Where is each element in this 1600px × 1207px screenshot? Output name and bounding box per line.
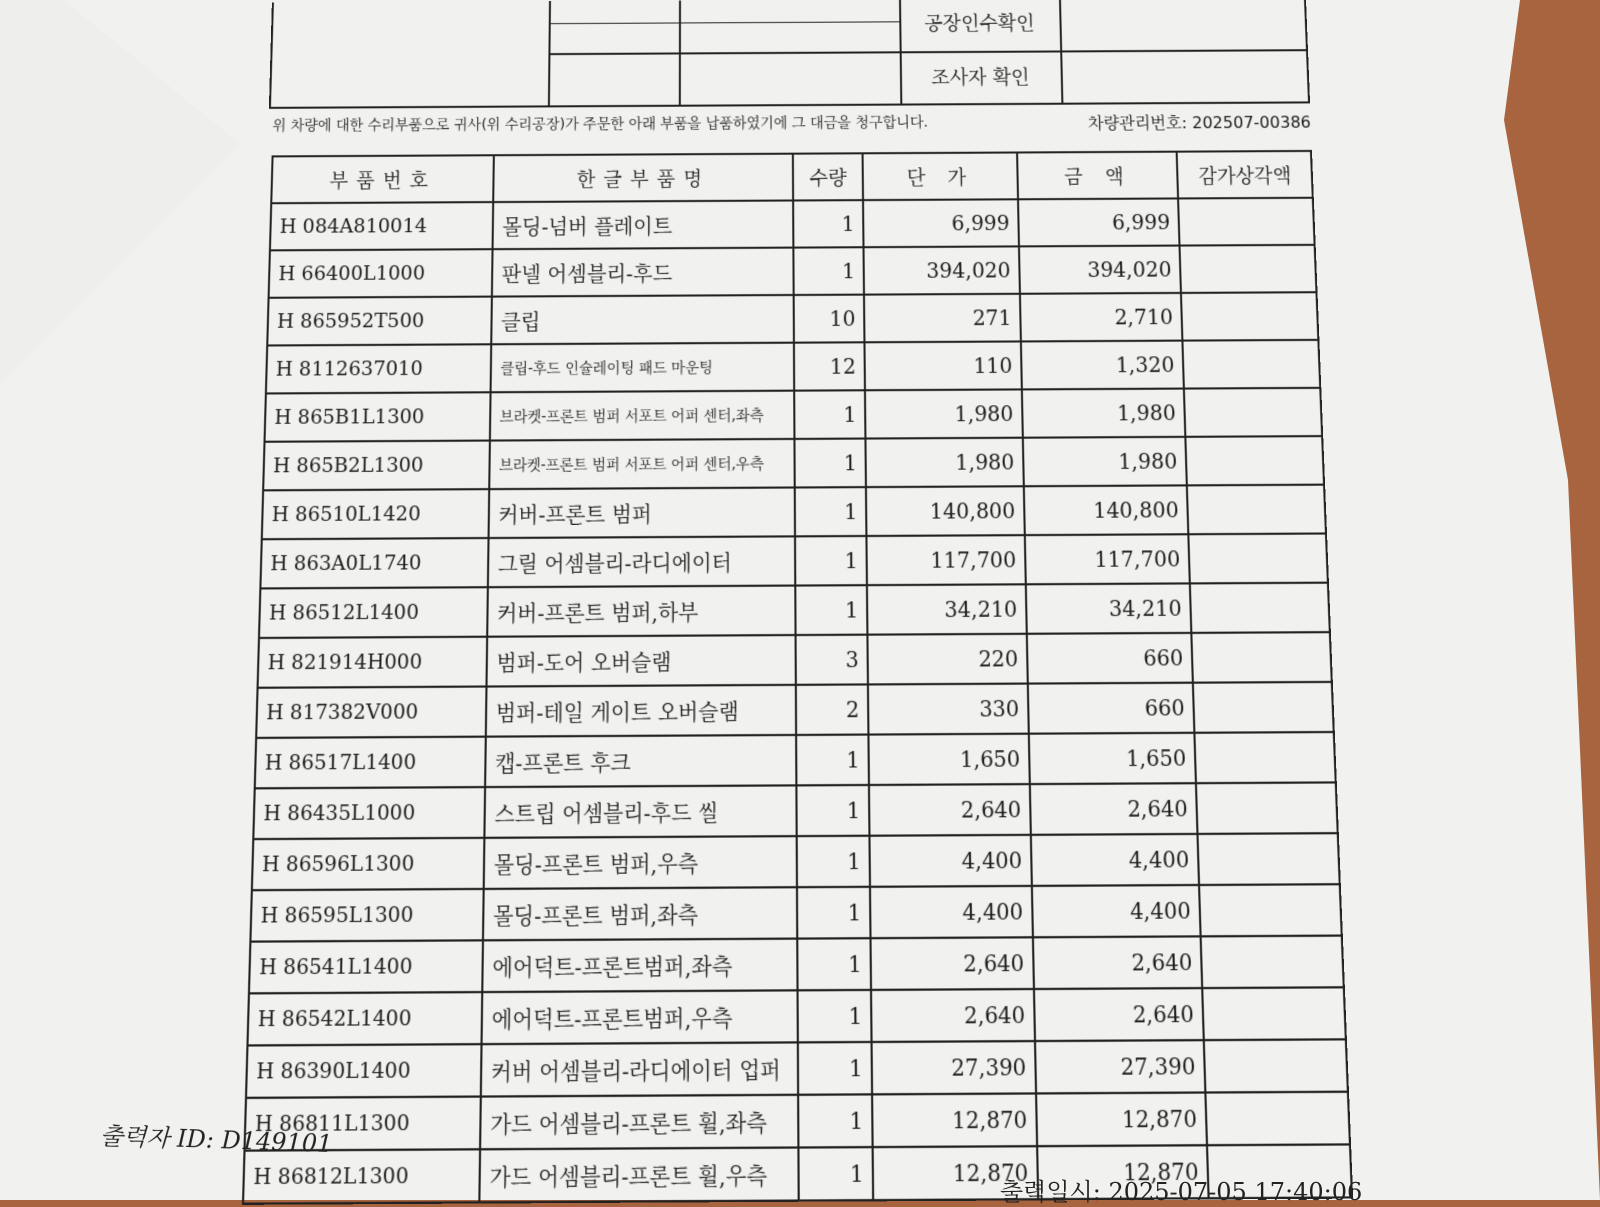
amount-cell: 6,999 <box>1018 198 1180 246</box>
part-number-cell: H 86596L1300 <box>252 838 485 890</box>
table-row <box>262 485 1326 540</box>
amount-cell: 34,210 <box>1026 583 1192 633</box>
col-depreciation: 감가상각액 <box>1177 151 1313 199</box>
table-row <box>246 1039 1348 1098</box>
amount-cell: 660 <box>1028 683 1195 734</box>
depreciation-cell <box>1187 485 1326 535</box>
divider <box>548 49 1306 55</box>
unit-price-cell: 4,400 <box>870 886 1033 938</box>
unit-price-cell: 220 <box>868 634 1028 685</box>
amount-cell: 4,400 <box>1032 885 1201 937</box>
table-row <box>258 632 1332 688</box>
part-name-cell: 캡-프론트 후크 <box>485 735 796 787</box>
table-row <box>270 198 1315 251</box>
unit-price-cell: 6,999 <box>863 199 1019 247</box>
depreciation-cell <box>1190 583 1330 633</box>
unit-price-cell: 1,980 <box>866 438 1024 487</box>
quantity-cell: 1 <box>796 785 869 836</box>
col-amount: 금 액 <box>1017 152 1178 200</box>
part-number-cell: H 817382V000 <box>256 687 487 738</box>
part-number-cell: H 86510L1420 <box>262 489 490 539</box>
unit-price-cell: 34,210 <box>867 584 1027 634</box>
unit-price-cell: 2,640 <box>871 989 1035 1042</box>
amount-cell: 12,870 <box>1037 1145 1209 1199</box>
depreciation-cell <box>1193 682 1333 733</box>
quantity-cell: 1 <box>795 487 867 536</box>
part-name-cell: 에어덕트-프론트범퍼,우측 <box>482 990 798 1044</box>
unit-price-cell: 117,700 <box>867 535 1026 585</box>
table-row <box>259 583 1330 638</box>
part-number-cell: H 86541L1400 <box>249 940 483 993</box>
amount-cell: 1,320 <box>1021 341 1184 390</box>
unit-price-cell: 2,640 <box>869 784 1031 836</box>
table-row <box>253 782 1337 839</box>
part-number-cell: H 86542L1400 <box>247 992 482 1045</box>
quantity-cell: 1 <box>794 390 866 439</box>
part-name-cell: 브라켓-프론트 범퍼 서포트 어퍼 센터,좌측 <box>490 391 794 441</box>
unit-price-cell: 394,020 <box>864 246 1020 294</box>
part-number-cell: H 821914H000 <box>258 637 488 688</box>
quantity-cell: 1 <box>797 836 871 887</box>
part-name-cell: 스트립 어셈블리-후드 씰 <box>485 785 797 837</box>
amount-cell: 2,640 <box>1034 988 1204 1041</box>
amount-cell: 1,980 <box>1023 437 1187 486</box>
table-body <box>243 198 1352 1204</box>
amount-cell: 394,020 <box>1019 246 1181 294</box>
quantity-cell: 3 <box>796 635 869 685</box>
print-date: 출력일시: 2025-07-05 17:40:06 <box>1000 1178 1363 1206</box>
part-name-cell: 커버-프론트 범퍼,하부 <box>487 586 795 637</box>
col-quantity: 수량 <box>793 153 864 200</box>
part-number-cell: H 66400L1000 <box>269 249 493 298</box>
vehicle-mgmt-label: 차량관리번호: <box>1087 113 1188 133</box>
amount-cell: 2,640 <box>1030 783 1198 835</box>
unit-price-cell: 2,640 <box>871 937 1034 990</box>
table-header-row <box>271 151 1313 203</box>
table-row <box>263 436 1324 490</box>
depreciation-cell <box>1206 1092 1350 1146</box>
amount-cell: 4,400 <box>1031 834 1199 886</box>
parts-table <box>242 150 1353 1205</box>
part-number-cell: H 86812L1300 <box>243 1149 480 1203</box>
table-row <box>247 987 1345 1045</box>
printer-id: 출력자 ID: D149101 <box>99 1121 333 1159</box>
part-number-cell: H 863A0L1740 <box>260 538 488 588</box>
depreciation-cell <box>1183 340 1320 389</box>
table-row <box>256 682 1334 738</box>
vehicle-mgmt <box>1088 109 1311 133</box>
depreciation-cell <box>1180 245 1317 293</box>
part-number-cell: H 86390L1400 <box>246 1044 482 1098</box>
part-name-cell: 커버-프론트 범퍼 <box>489 487 795 538</box>
depreciation-cell <box>1196 782 1337 833</box>
part-number-cell: H 084A810014 <box>270 202 494 250</box>
amount-cell: 2,710 <box>1020 293 1183 342</box>
quantity-cell: 12 <box>794 342 865 390</box>
part-number-cell: H 8112637010 <box>266 344 492 393</box>
part-name-cell: 클립-후드 인슐레이팅 패드 마운팅 <box>491 343 794 393</box>
table-row <box>252 833 1340 890</box>
part-number-cell: H 86595L1300 <box>250 889 484 942</box>
unit-price-cell: 12,870 <box>873 1146 1039 1200</box>
quantity-cell: 1 <box>795 585 868 635</box>
table-row <box>255 732 1336 788</box>
part-name-cell: 범퍼-테일 게이트 오버슬램 <box>486 685 796 737</box>
quantity-cell: 2 <box>796 684 869 735</box>
quantity-cell: 1 <box>795 536 867 586</box>
part-name-cell: 가드 어셈블리-프론트 휠,좌측 <box>480 1095 798 1150</box>
table-row <box>250 884 1341 941</box>
quantity-cell: 1 <box>793 200 864 247</box>
amount-cell: 27,390 <box>1035 1040 1205 1093</box>
quantity-cell: 1 <box>798 1147 873 1200</box>
unit-price-cell: 1,650 <box>869 734 1030 785</box>
notice-text: 위 차량에 대한 수리부품으로 귀사(위 수리공장)가 주문한 아래 부품을 납품하였기에 그 대금을 청구합니다. <box>272 114 929 135</box>
quantity-cell: 1 <box>794 439 866 488</box>
depreciation-cell <box>1195 732 1336 783</box>
unit-price-cell: 330 <box>868 684 1029 735</box>
part-number-cell: H 865B2L1300 <box>263 441 490 491</box>
amount-cell: 140,800 <box>1024 485 1189 535</box>
depreciation-cell <box>1189 534 1328 584</box>
part-name-cell: 클립 <box>491 295 793 344</box>
part-name-cell: 범퍼-도어 오버슬램 <box>487 635 796 686</box>
part-number-cell: H 865952T500 <box>267 297 492 346</box>
unit-price-cell: 140,800 <box>866 486 1025 536</box>
depreciation-cell <box>1204 1039 1348 1092</box>
part-number-cell: H 865B1L1300 <box>265 392 491 441</box>
part-number-cell: H 86517L1400 <box>255 737 486 789</box>
quantity-cell: 1 <box>798 990 872 1042</box>
part-name-cell: 몰딩-프론트 범퍼,우측 <box>484 836 797 889</box>
unit-price-cell: 27,390 <box>872 1041 1036 1094</box>
vehicle-mgmt-number: 202507-00386 <box>1191 112 1312 133</box>
table-row <box>269 245 1317 298</box>
col-part-name: 한글부품명 <box>493 154 793 202</box>
table-row <box>267 292 1318 345</box>
part-name-cell: 에어덕트-프론트범퍼,좌측 <box>483 939 798 992</box>
part-name-cell: 판넬 어셈블리-후드 <box>492 248 794 297</box>
depreciation-cell <box>1178 198 1314 246</box>
part-name-cell: 가드 어셈블리-프론트 휠,우측 <box>480 1148 799 1203</box>
part-number-cell: H 86435L1000 <box>253 787 485 839</box>
depreciation-cell <box>1201 936 1344 988</box>
quantity-cell: 1 <box>798 1042 873 1095</box>
table-row <box>249 936 1344 994</box>
confirmation-box <box>269 0 1310 109</box>
part-name-cell: 그릴 어셈블리-라디에이터 <box>488 536 795 587</box>
unit-price-cell: 1,980 <box>865 389 1023 438</box>
unit-price-cell: 12,870 <box>872 1093 1037 1147</box>
depreciation-cell <box>1198 833 1340 885</box>
factory-confirm-label: 공장인수확인 <box>924 12 1035 36</box>
col-part-number: 부품번호 <box>271 155 494 203</box>
depreciation-cell <box>1184 388 1322 437</box>
unit-price-cell: 4,400 <box>870 835 1032 887</box>
unit-price-cell: 271 <box>864 294 1021 343</box>
part-name-cell: 브라켓-프론트 범퍼 서포트 어퍼 센터,우측 <box>489 439 794 489</box>
table-row <box>260 534 1328 589</box>
amount-cell: 660 <box>1027 633 1193 684</box>
part-number-cell: H 86811L1300 <box>245 1097 482 1151</box>
col-unit-price: 단 가 <box>863 152 1018 200</box>
quantity-cell: 1 <box>798 1094 873 1147</box>
quantity-cell: 1 <box>793 247 864 295</box>
quantity-cell: 10 <box>794 295 865 343</box>
quantity-cell: 1 <box>796 735 869 786</box>
amount-cell: 1,980 <box>1022 389 1186 438</box>
unit-price-cell: 110 <box>865 341 1022 390</box>
table-row <box>245 1092 1350 1151</box>
amount-cell: 12,870 <box>1036 1093 1207 1147</box>
quantity-cell: 1 <box>797 887 871 939</box>
divider <box>549 21 900 24</box>
amount-cell: 117,700 <box>1025 534 1190 584</box>
part-name-cell: 커버 어셈블리-라디에이터 업퍼 <box>481 1042 798 1096</box>
table-row <box>266 340 1320 394</box>
amount-cell: 1,650 <box>1029 733 1196 784</box>
inspector-confirm-label: 조사자 확인 <box>931 66 1030 90</box>
part-name-cell: 몰딩-넘버 플레이트 <box>493 200 794 249</box>
depreciation-cell <box>1181 292 1318 340</box>
quantity-cell: 1 <box>797 938 871 990</box>
depreciation-cell <box>1192 632 1332 683</box>
depreciation-cell <box>1203 987 1346 1040</box>
depreciation-cell <box>1186 436 1324 485</box>
part-number-cell: H 86512L1400 <box>259 587 488 638</box>
depreciation-cell <box>1199 884 1341 936</box>
table-row <box>265 388 1323 442</box>
part-name-cell: 몰딩-프론트 범퍼,좌측 <box>483 887 797 940</box>
amount-cell: 2,640 <box>1033 936 1202 989</box>
